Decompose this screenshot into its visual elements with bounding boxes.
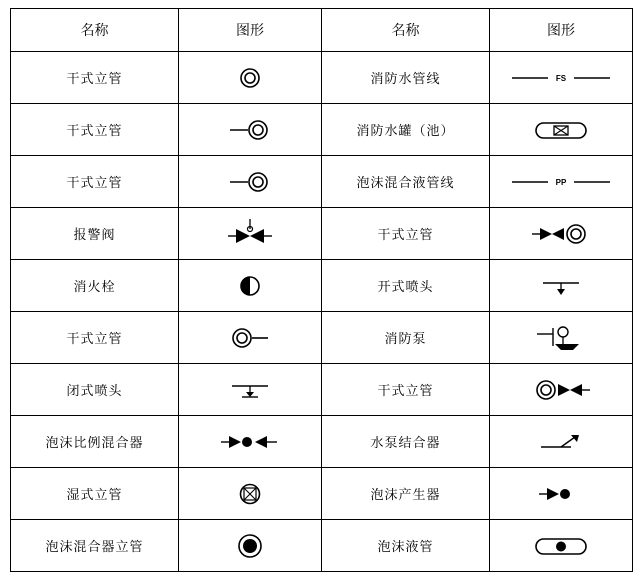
svg-text:PP: PP	[555, 177, 567, 187]
symbol-fire-pump	[490, 312, 633, 364]
symbol-foam-generator	[490, 468, 633, 520]
symbol-line-fs	[490, 52, 633, 104]
header-symbol-left: 图形	[179, 9, 322, 52]
row-name: 泡沫混合液管线	[322, 156, 490, 208]
symbol-half-filled-circle	[179, 260, 322, 312]
table-row	[11, 208, 633, 260]
row-name: 干式立管	[322, 208, 490, 260]
row-name: 闭式喷头	[11, 364, 179, 416]
row-name: 干式立管	[322, 364, 490, 416]
row-name: 开式喷头	[322, 260, 490, 312]
row-name: 消防水罐（池）	[322, 104, 490, 156]
row-name: 干式立管	[11, 312, 179, 364]
symbol-line-pp	[490, 156, 633, 208]
table-header-row	[11, 9, 633, 52]
table-row	[11, 104, 633, 156]
header-symbol-right: 图形	[490, 9, 633, 52]
row-name: 消防泵	[322, 312, 490, 364]
table-row	[11, 52, 633, 104]
row-name: 泡沫液管	[322, 520, 490, 572]
symbol-double-circle-with-right-stub	[179, 312, 322, 364]
symbol-closed-sprinkler	[179, 364, 322, 416]
row-name: 泡沫比例混合器	[11, 416, 179, 468]
symbol-proportioner-valve-dot	[179, 416, 322, 468]
symbol-rounded-tank-dot	[490, 520, 633, 572]
row-name: 泡沫产生器	[322, 468, 490, 520]
svg-text:FS: FS	[555, 73, 567, 83]
symbol-double-circle-with-left-stub	[179, 104, 322, 156]
table-row	[11, 416, 633, 468]
row-name: 干式立管	[11, 52, 179, 104]
header-name-right: 名称	[322, 9, 490, 52]
row-name: 消防水管线	[322, 52, 490, 104]
symbol-open-sprinkler-arrow	[490, 260, 633, 312]
symbol-valve-with-double-circle	[490, 208, 633, 260]
symbol-pump-connector-arrow	[490, 416, 633, 468]
symbol-legend-table	[10, 8, 633, 572]
table-row	[11, 312, 633, 364]
symbol-double-circle	[179, 52, 322, 104]
symbol-circle-filled-dot	[179, 520, 322, 572]
row-name: 泡沫混合器立管	[11, 520, 179, 572]
table-row	[11, 364, 633, 416]
row-name: 干式立管	[11, 104, 179, 156]
row-name: 干式立管	[11, 156, 179, 208]
symbol-rounded-tank-crossed-box	[490, 104, 633, 156]
table-row	[11, 260, 633, 312]
row-name: 水泵结合器	[322, 416, 490, 468]
row-name: 湿式立管	[11, 468, 179, 520]
table-row	[11, 520, 633, 572]
symbol-circle-crossed	[179, 468, 322, 520]
table-row	[11, 156, 633, 208]
row-name: 报警阀	[11, 208, 179, 260]
symbol-double-circle-with-valve	[490, 364, 633, 416]
header-name-left: 名称	[11, 9, 179, 52]
symbol-double-circle-with-left-stub	[179, 156, 322, 208]
table-row	[11, 468, 633, 520]
row-name: 消火栓	[11, 260, 179, 312]
symbol-alarm-valve	[179, 208, 322, 260]
